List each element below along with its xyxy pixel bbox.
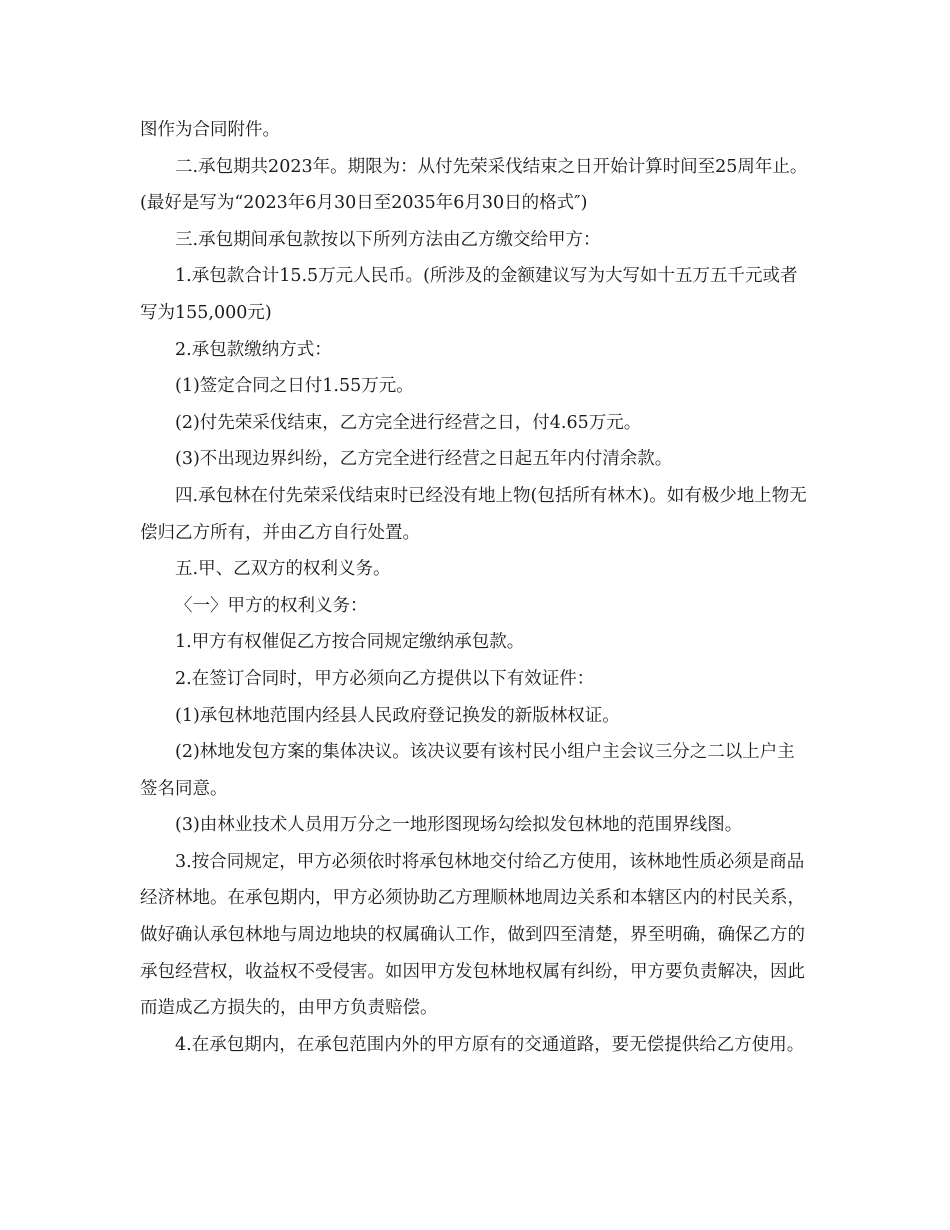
paragraph: 1.承包款合计15.5万元人民币。(所涉及的金额建议写为大写如十五万五千元或者写为155,000元) <box>140 266 798 323</box>
paragraph: 四.承包林在付先荣采伐结束时已经没有地上物(包括所有林木)。如有极少地上物无偿归乙方所有，并由乙方自行处置。 <box>140 485 807 543</box>
paragraph: 4.在承包期内，在承包范围内外的甲方原有的交通道路，要无偿提供给乙方使用。 <box>175 1034 805 1055</box>
paragraph: 五.甲、乙双方的权利义务。 <box>175 559 391 580</box>
paragraph: 3.按合同规定，甲方必须依时将承包林地交付给乙方使用，该林地性质必须是商品经济林地。在承包期内，甲方必须协助乙方理顺林地周边关系和本辖区内的村民关系，做好确认承包林地与周边地块的权属确认工作，做到四至清楚，界至明确，确保乙方的承包经营权，收益权不受侵害。如因甲方发包林地权属有纠纷，甲方要负责解决，因此而造成乙方损失的，由甲方负责赔偿。 <box>140 851 805 1019</box>
paragraph: (2)付先荣采伐结束，乙方完全进行经营之日，付4.65万元。 <box>175 412 642 433</box>
paragraph: 2.承包款缴纳方式： <box>175 339 332 360</box>
paragraph: (3)不出现边界纠纷，乙方完全进行经营之日起五年内付清余款。 <box>175 449 673 470</box>
paragraph: 三.承包期间承包款按以下所列方法由乙方缴交给甲方： <box>175 229 601 250</box>
paragraph: 〈一〉甲方的权利义务： <box>175 595 368 616</box>
paragraph: 二.承包期共2023年。期限为：从付先荣采伐结束之日开始计算时间至25周年止。(最好是写为“2023年6月30日至2035年6月30日的格式″) <box>140 156 808 214</box>
paragraph: (1)承包林地范围内经县人民政府登记换发的新版林权证。 <box>175 705 620 726</box>
paragraph: (1)签定合同之日付1.55万元。 <box>175 376 414 397</box>
paragraph: (3)由林业技术人员用万分之一地形图现场勾绘拟发包林地的范围界线图。 <box>175 815 743 836</box>
paragraph: 2.在签订合同时，甲方必须向乙方提供以下有效证件： <box>175 668 595 689</box>
paragraph: (2)林地发包方案的集体决议。该决议要有该村民小组户主会议三分之二以上户主签名同意。 <box>140 742 795 799</box>
paragraph: 1.甲方有权催促乙方按合同规定缴纳承包款。 <box>175 632 525 653</box>
paragraph: 图作为合同附件。 <box>140 120 280 140</box>
